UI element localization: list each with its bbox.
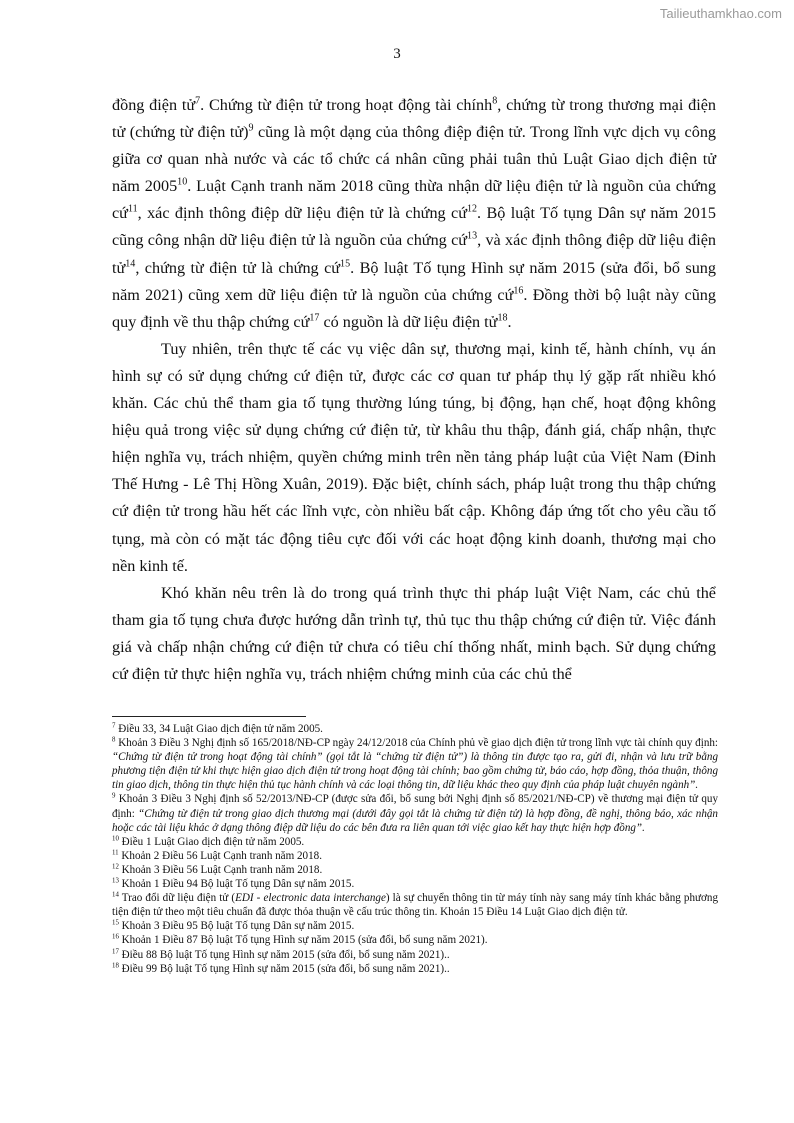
footnote-ref[interactable]: 10	[177, 176, 188, 188]
watermark: Tailieuthamkhao.com	[659, 6, 782, 21]
paragraph-2: Tuy nhiên, trên thực tế các vụ việc dân sự, thương mại, kinh tế, hành chính, vụ án hình sự có sử dụng chứng cứ điện tử, được các cơ quan tư pháp thụ lý gặp rất nhiều khó khăn. Các chủ thể tham gia tố tụng thường lúng túng, bị động, hạn chế, hoạt động không hiệu quả trong việc sử dụng chứng cứ điện tử, từ khâu thu thập, đánh giá, chấp nhận, thực hiện nghĩa vụ, trách nhiệm, quyền chứng minh trên nền tảng pháp luật của Việt Nam (Đinh Thế Hưng - Lê Thị Hồng Xuân, 2019). Đặc biệt, chính sách, pháp luật trong thu thập chứng cứ điện tử trong hầu hết các lĩnh vực, còn nhiều bất cập. Không đáp ứng tốt cho yêu cầu tố tụng, mà còn có mặt tác động tiêu cực đối với các hoạt động kinh doanh, thương mại cho nền kinh tế.	[112, 339, 716, 575]
footnote-ref[interactable]: 17	[309, 312, 320, 324]
footnote-16: $^{16}$ Khoản 1 Điều 87 Bộ luật Tố tụng Hình sự năm 2015 (sửa đổi, bổ sung năm 2021).	[112, 933, 488, 947]
footnote-18: $^{18}$ Điều 99 Bộ luật Tố tụng Hình sự năm 2015 (sửa đổi, bổ sung năm 2021)..	[112, 961, 450, 975]
paragraph-3: Khó khăn nêu trên là do trong quá trình thực thi pháp luật Việt Nam, các chủ thể tham gia tố tụng chưa được hướng dẫn trình tự, thủ tục thu thập chứng cứ điện tử. Việc đánh giá và chấp nhận chứng cứ điện tử chưa có tiêu chí thống nhất, minh bạch. Sử dụng chứng cứ điện tử thực hiện nghĩa vụ, trách nhiệm chứng minh của các chủ thể	[112, 583, 716, 683]
body-text	[112, 92, 716, 688]
footnote-ref[interactable]: 7	[195, 95, 201, 107]
footnote-ref[interactable]: 18	[497, 312, 508, 324]
footnote-14: $^{14}$ Trao đổi dữ liệu điện tử (EDI - electronic data interchange) là sự chuyển thông tin từ máy tính này sang máy tính khác bằng phương tiện điện tử theo một tiêu chuẩn đã được thỏa thuận về cấu trúc thông tin. Khoản 15 Điều 14 Luật Giao dịch điện tử.	[112, 891, 718, 919]
footnote-15: $^{15}$ Khoản 3 Điều 95 Bộ luật Tố tụng Dân sự năm 2015.	[112, 919, 355, 933]
footnote-ref[interactable]: 15	[340, 258, 351, 270]
footnote-ref[interactable]: 13	[467, 231, 478, 243]
page-number: 3	[393, 46, 401, 62]
footnote-10: $^{10}$ Điều 1 Luật Giao dịch điện tử năm 2005.	[112, 835, 305, 848]
footnote-ref[interactable]: 16	[513, 285, 524, 297]
footnote-17: $^{17}$ Điều 88 Bộ luật Tố tụng Hình sự năm 2015 (sửa đổi, bổ sung năm 2021)..	[112, 947, 450, 961]
footnote-11: $^{11}$ Khoản 2 Điều 56 Luật Cạnh tranh năm 2018.	[112, 849, 322, 862]
footnote-ref[interactable]: 8	[492, 95, 498, 107]
paragraph-1: đồng điện tử$^7$. Chứng từ điện tử trong hoạt động tài chính$^8$, chứng từ trong thương mại điện tử (chứng từ điện tử)$^9$ cũng là một dạng của thông điệp điện tử. Trong lĩnh vực dịch vụ công giữa cơ quan nhà nước và các tổ chức cá nhân cũng phải tuân thủ Luật Giao dịch điện tử năm 2005$^{10}$. Luật Cạnh tranh năm 2018 cũng thừa nhận dữ liệu điện tử là nguồn của chứng cứ$^{11}$, xác định thông điệp dữ liệu điện tử là chứng cứ$^{12}$. Bộ luật Tố tụng Dân sự năm 2015 cũng công nhận dữ liệu điện tử là nguồn của chứng cứ$^{13}$, và xác định thông điệp dữ liệu điện tử$^{14}$, chứng từ điện tử là chứng cứ$^{15}$. Bộ luật Tố tụng Hình sự năm 2015 (sửa đổi, bổ sung năm 2021) cũng xem dữ liệu điện tử là nguồn của chứng cứ$^{16}$. Đồng thời bộ luật này cũng quy định về thu thập chứng cứ$^{17}$ có nguồn là dữ liệu điện tử$^{18}$.	[112, 95, 717, 331]
footnote-7: $^7$ Điều 33, 34 Luật Giao dịch điện tử năm 2005.	[112, 722, 323, 735]
footnote-ref[interactable]: 12	[466, 203, 478, 215]
footnote-13: $^{13}$ Khoản 1 Điều 94 Bộ luật Tố tụng Dân sự năm 2015.	[112, 877, 355, 891]
footnote-ref[interactable]: 14	[125, 258, 136, 270]
footnote-ref[interactable]: 9	[248, 122, 254, 134]
footnote-ref[interactable]: 11	[127, 203, 138, 215]
footnote-separator	[112, 716, 306, 717]
footnote-9: $^9$ Khoản 3 Điều 3 Nghị định số 52/2013/NĐ-CP (được sửa đổi, bổ sung bởi Nghị định số 85/2021/NĐ-CP) về thương mại điện tử quy định: “Chứng từ điện tử trong giao dịch thương mại (dưới đây gọi tắt là chứng từ điện tử) là hợp đồng, đề nghị, thông báo, xác nhận hoặc các tài liệu khác ở dạng thông điệp dữ liệu do các bên đưa ra liên quan tới việc giao kết hay thực hiện hợp đồng”.	[112, 792, 718, 834]
footnotes	[112, 722, 718, 976]
footnote-8: $^8$ Khoản 3 Điều 3 Nghị định số 165/2018/NĐ-CP ngày 24/12/2018 của Chính phủ về giao dịch điện tử trong lĩnh vực tài chính quy định: “Chứng từ điện tử trong hoạt động tài chính” (gọi tắt là “chứng từ điện tử”) là thông tin được tạo ra, gửi đi, nhận và lưu trữ bằng phương tiện điện tử khi thực hiện giao dịch điện tử trong hoạt động tài chính; bao gồm chứng từ, báo cáo, hợp đồng, thỏa thuận, thông tin giao dịch, thông tin thực hiện thủ tục hành chính và các loại thông tin, dữ liệu khác theo quy định của pháp luật chuyên ngành”.	[112, 736, 718, 792]
footnote-12: $^{12}$ Khoản 3 Điều 56 Luật Cạnh tranh năm 2018.	[112, 863, 323, 876]
